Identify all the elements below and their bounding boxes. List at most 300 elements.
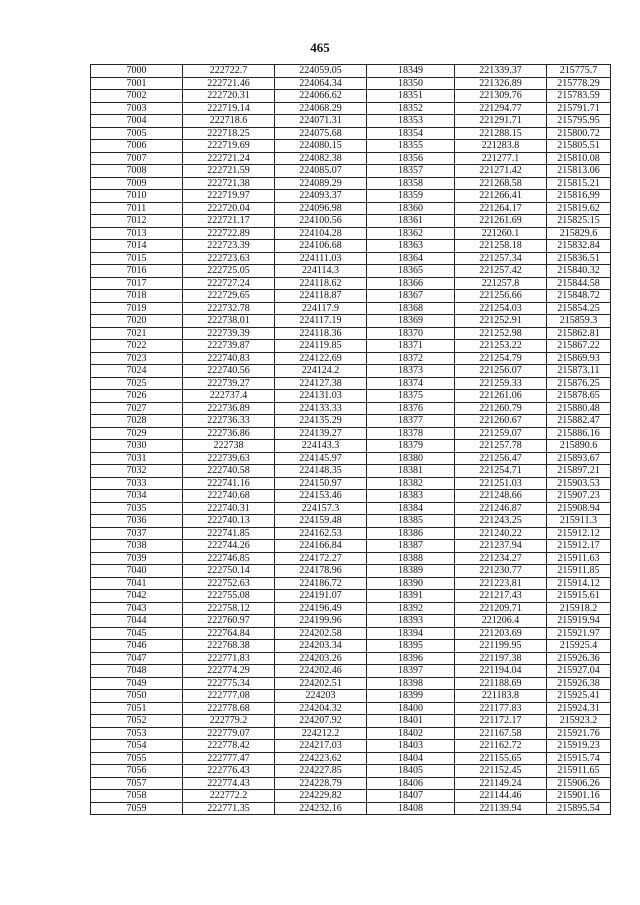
table-cell: 224096.98 [275, 202, 367, 215]
table-cell: 222777.08 [183, 690, 275, 703]
table-cell: 221162.72 [455, 740, 547, 753]
table-cell: 221177.83 [455, 702, 547, 715]
table-cell: 215890.6 [547, 440, 611, 453]
table-cell: 224157.3 [275, 502, 367, 515]
table-cell: 221291.71 [455, 115, 547, 128]
table-cell: 222741.16 [183, 477, 275, 490]
table-cell: 222771.83 [183, 652, 275, 665]
table-cell: 215836.51 [547, 252, 611, 265]
table-cell: 18400 [367, 702, 455, 715]
table-cell: 18354 [367, 127, 455, 140]
table-row [91, 265, 611, 278]
table-cell: 18375 [367, 390, 455, 403]
table-cell: 18408 [367, 802, 455, 815]
coordinates-table [90, 64, 611, 815]
table-cell: 215918.2 [547, 602, 611, 615]
table-cell: 18378 [367, 427, 455, 440]
table-cell: 215795.95 [547, 115, 611, 128]
table-cell: 215775.7 [547, 65, 611, 78]
table-cell: 221237.94 [455, 540, 547, 553]
table-cell: 221199.95 [455, 640, 547, 653]
table-cell: 221256.07 [455, 365, 547, 378]
table-cell: 224203.26 [275, 652, 367, 665]
table-cell: 215897.21 [547, 465, 611, 478]
table-cell: 215903.53 [547, 477, 611, 490]
table-cell: 18353 [367, 115, 455, 128]
table-cell: 221260.67 [455, 415, 547, 428]
table-cell: 224212.2 [275, 727, 367, 740]
table-cell: 7011 [91, 202, 183, 215]
table-cell: 222758.12 [183, 602, 275, 615]
table-cell: 222778.68 [183, 702, 275, 715]
table-cell: 215810.08 [547, 152, 611, 165]
table-cell: 215878.65 [547, 390, 611, 403]
table-cell: 7001 [91, 77, 183, 90]
table-cell: 18393 [367, 615, 455, 628]
table-row [91, 615, 611, 628]
table-cell: 221155.65 [455, 752, 547, 765]
table-row [91, 277, 611, 290]
table-row [91, 452, 611, 465]
table-cell: 222740.31 [183, 502, 275, 515]
table-cell: 222732.78 [183, 302, 275, 315]
table-cell: 224166.84 [275, 540, 367, 553]
table-cell: 221257.78 [455, 440, 547, 453]
table-cell: 18368 [367, 302, 455, 315]
table-cell: 215924.31 [547, 702, 611, 715]
table-cell: 222768.38 [183, 640, 275, 653]
table-cell: 224227.85 [275, 765, 367, 778]
table-cell: 222720.31 [183, 90, 275, 103]
table-cell: 18392 [367, 602, 455, 615]
table-row [91, 227, 611, 240]
table-cell: 222752.63 [183, 577, 275, 590]
table-cell: 224159.48 [275, 515, 367, 528]
table-cell: 18399 [367, 690, 455, 703]
table-cell: 215911.3 [547, 515, 611, 528]
table-cell: 222740.68 [183, 490, 275, 503]
table-cell: 7023 [91, 352, 183, 365]
table-cell: 215816.99 [547, 190, 611, 203]
table-cell: 222723.39 [183, 240, 275, 253]
table-cell: 224203.34 [275, 640, 367, 653]
table-row [91, 65, 611, 78]
table-row [91, 652, 611, 665]
table-cell: 222764.84 [183, 627, 275, 640]
table-cell: 224196.49 [275, 602, 367, 615]
table-cell: 7034 [91, 490, 183, 503]
table-cell: 224133.33 [275, 402, 367, 415]
table-cell: 7021 [91, 327, 183, 340]
table-row [91, 152, 611, 165]
table-cell: 224202.46 [275, 665, 367, 678]
table-cell: 222740.56 [183, 365, 275, 378]
table-cell: 18404 [367, 752, 455, 765]
table-cell: 215911.85 [547, 565, 611, 578]
table-cell: 7025 [91, 377, 183, 390]
table-row [91, 702, 611, 715]
table-cell: 18364 [367, 252, 455, 265]
table-cell: 222718.25 [183, 127, 275, 140]
table-cell: 7013 [91, 227, 183, 240]
table-row [91, 77, 611, 90]
table-cell: 7039 [91, 552, 183, 565]
table-cell: 18362 [367, 227, 455, 240]
table-cell: 18403 [367, 740, 455, 753]
table-cell: 7012 [91, 215, 183, 228]
table-cell: 222721.46 [183, 77, 275, 90]
table-cell: 224066.62 [275, 90, 367, 103]
table-row [91, 102, 611, 115]
table-row [91, 502, 611, 515]
table-cell: 221339.37 [455, 65, 547, 78]
table-cell: 221248.66 [455, 490, 547, 503]
table-cell: 18358 [367, 177, 455, 190]
table-cell: 7027 [91, 402, 183, 415]
page-number: 465 [310, 40, 330, 55]
table-cell: 7014 [91, 240, 183, 253]
table-cell: 7042 [91, 590, 183, 603]
table-cell: 7038 [91, 540, 183, 553]
table-cell: 224085.07 [275, 165, 367, 178]
table-cell: 7058 [91, 790, 183, 803]
table-cell: 222721.24 [183, 152, 275, 165]
table-cell: 222771.35 [183, 802, 275, 815]
table-cell: 221149.24 [455, 777, 547, 790]
table-row [91, 340, 611, 353]
table-cell: 215880.48 [547, 402, 611, 415]
table-cell: 215927.04 [547, 665, 611, 678]
table-cell: 215813.06 [547, 165, 611, 178]
table-cell: 18365 [367, 265, 455, 278]
table-row [91, 627, 611, 640]
table-cell: 222778.42 [183, 740, 275, 753]
table-cell: 18373 [367, 365, 455, 378]
table-cell: 215911.63 [547, 552, 611, 565]
table-row [91, 802, 611, 815]
table-cell: 7005 [91, 127, 183, 140]
table-cell: 222719.97 [183, 190, 275, 203]
table-cell: 224153.46 [275, 490, 367, 503]
table-cell: 18397 [367, 665, 455, 678]
table-cell: 222755.08 [183, 590, 275, 603]
table-cell: 7044 [91, 615, 183, 628]
table-cell: 224145.97 [275, 452, 367, 465]
table-cell: 222776.43 [183, 765, 275, 778]
table-cell: 221243.25 [455, 515, 547, 528]
table-row [91, 215, 611, 228]
table-cell: 221261.69 [455, 215, 547, 228]
table-cell: 215873.11 [547, 365, 611, 378]
table-row [91, 202, 611, 215]
table-cell: 224232.16 [275, 802, 367, 815]
table-cell: 222772.2 [183, 790, 275, 803]
table-cell: 221152.45 [455, 765, 547, 778]
table-cell: 7043 [91, 602, 183, 615]
table-cell: 215829.6 [547, 227, 611, 240]
table-cell: 215869.93 [547, 352, 611, 365]
table-cell: 224139.27 [275, 427, 367, 440]
table-cell: 221268.58 [455, 177, 547, 190]
table-cell: 7053 [91, 727, 183, 740]
table-row [91, 252, 611, 265]
table-cell: 18374 [367, 377, 455, 390]
table-cell: 221277.1 [455, 152, 547, 165]
table-cell: 215925.41 [547, 690, 611, 703]
table-cell: 215819.62 [547, 202, 611, 215]
table-cell: 215919.94 [547, 615, 611, 628]
table-cell: 222744.26 [183, 540, 275, 553]
table-cell: 7018 [91, 290, 183, 303]
table-cell: 221252.91 [455, 315, 547, 328]
table-cell: 224064.34 [275, 77, 367, 90]
table-cell: 222774.29 [183, 665, 275, 678]
table-cell: 18363 [367, 240, 455, 253]
table-cell: 215783.59 [547, 90, 611, 103]
table-cell: 224228.79 [275, 777, 367, 790]
table-cell: 18352 [367, 102, 455, 115]
table-cell: 18396 [367, 652, 455, 665]
table-cell: 7006 [91, 140, 183, 153]
table-cell: 221188.69 [455, 677, 547, 690]
table-cell: 215815.21 [547, 177, 611, 190]
table-row [91, 740, 611, 753]
table-cell: 215854.25 [547, 302, 611, 315]
table-cell: 221261.06 [455, 390, 547, 403]
table-row [91, 190, 611, 203]
table-row [91, 377, 611, 390]
table-cell: 224119.85 [275, 340, 367, 353]
table-row [91, 577, 611, 590]
table-cell: 224093.37 [275, 190, 367, 203]
table-cell: 7051 [91, 702, 183, 715]
table-cell: 7030 [91, 440, 183, 453]
table-cell: 215914.12 [547, 577, 611, 590]
table-cell: 215926.38 [547, 677, 611, 690]
table-cell: 224111.03 [275, 252, 367, 265]
table-cell: 222737.4 [183, 390, 275, 403]
table-row [91, 140, 611, 153]
table-cell: 222777.47 [183, 752, 275, 765]
table-cell: 7015 [91, 252, 183, 265]
table-cell: 215908.94 [547, 502, 611, 515]
table-cell: 7037 [91, 527, 183, 540]
table-cell: 18359 [367, 190, 455, 203]
table-cell: 224217.03 [275, 740, 367, 753]
table-cell: 7019 [91, 302, 183, 315]
table-cell: 18387 [367, 540, 455, 553]
table-cell: 18379 [367, 440, 455, 453]
table-cell: 222725.05 [183, 265, 275, 278]
table-cell: 224104.28 [275, 227, 367, 240]
table-cell: 224204.32 [275, 702, 367, 715]
table-row [91, 690, 611, 703]
table-cell: 224100.56 [275, 215, 367, 228]
table-cell: 215925.4 [547, 640, 611, 653]
table-cell: 221183.8 [455, 690, 547, 703]
table-cell: 18372 [367, 352, 455, 365]
table-cell: 18388 [367, 552, 455, 565]
table-cell: 18369 [367, 315, 455, 328]
table-cell: 7049 [91, 677, 183, 690]
table-cell: 7007 [91, 152, 183, 165]
table-row [91, 552, 611, 565]
table-cell: 224203 [275, 690, 367, 703]
table-cell: 7024 [91, 365, 183, 378]
table-cell: 221266.41 [455, 190, 547, 203]
table-row [91, 315, 611, 328]
table-cell: 221256.47 [455, 452, 547, 465]
table-cell: 221172.17 [455, 715, 547, 728]
table-cell: 215840.32 [547, 265, 611, 278]
table-cell: 215848.72 [547, 290, 611, 303]
table-cell: 215906.26 [547, 777, 611, 790]
table-row [91, 115, 611, 128]
table-cell: 222774.43 [183, 777, 275, 790]
table-cell: 221194.04 [455, 665, 547, 678]
table-cell: 221260.79 [455, 402, 547, 415]
table-cell: 221246.87 [455, 502, 547, 515]
table-cell: 221234.27 [455, 552, 547, 565]
table-cell: 221223.81 [455, 577, 547, 590]
table-cell: 215907.23 [547, 490, 611, 503]
table-cell: 221144.46 [455, 790, 547, 803]
table-cell: 224186.72 [275, 577, 367, 590]
table-cell: 224223.62 [275, 752, 367, 765]
table-cell: 221251.03 [455, 477, 547, 490]
table-cell: 215919.23 [547, 740, 611, 753]
table-cell: 222739.39 [183, 327, 275, 340]
table-row [91, 427, 611, 440]
table-cell: 224202.51 [275, 677, 367, 690]
table-cell: 224135.29 [275, 415, 367, 428]
table-row [91, 777, 611, 790]
table-cell: 18381 [367, 465, 455, 478]
table-cell: 221254.71 [455, 465, 547, 478]
table-row [91, 727, 611, 740]
table-cell: 221230.77 [455, 565, 547, 578]
table-cell: 221197.38 [455, 652, 547, 665]
table-cell: 221294.77 [455, 102, 547, 115]
table-row [91, 127, 611, 140]
table-row [91, 177, 611, 190]
table-cell: 224172.27 [275, 552, 367, 565]
table-cell: 18370 [367, 327, 455, 340]
table-cell: 7036 [91, 515, 183, 528]
table-cell: 215859.3 [547, 315, 611, 328]
table-row [91, 715, 611, 728]
table-cell: 221264.17 [455, 202, 547, 215]
table-cell: 221203.69 [455, 627, 547, 640]
table-cell: 222738.01 [183, 315, 275, 328]
table-cell: 7029 [91, 427, 183, 440]
table-cell: 224178.96 [275, 565, 367, 578]
table-row [91, 540, 611, 553]
table-cell: 18383 [367, 490, 455, 503]
table-cell: 215832.84 [547, 240, 611, 253]
table-cell: 224068.29 [275, 102, 367, 115]
table-row [91, 465, 611, 478]
table-cell: 7054 [91, 740, 183, 753]
table-cell: 7033 [91, 477, 183, 490]
table-cell: 7055 [91, 752, 183, 765]
table-row [91, 402, 611, 415]
table-cell: 224131.03 [275, 390, 367, 403]
table-row [91, 515, 611, 528]
table-cell: 215800.72 [547, 127, 611, 140]
table-cell: 224106.68 [275, 240, 367, 253]
table-cell: 18355 [367, 140, 455, 153]
table-cell: 221167.58 [455, 727, 547, 740]
table-cell: 222722.7 [183, 65, 275, 78]
table-cell: 18357 [367, 165, 455, 178]
table-cell: 7008 [91, 165, 183, 178]
table-cell: 215915.61 [547, 590, 611, 603]
table-cell: 222727.24 [183, 277, 275, 290]
table-cell: 7040 [91, 565, 183, 578]
table-cell: 7002 [91, 90, 183, 103]
table-cell: 18401 [367, 715, 455, 728]
table-cell: 224122.69 [275, 352, 367, 365]
table-cell: 18367 [367, 290, 455, 303]
table-cell: 7000 [91, 65, 183, 78]
table-row [91, 602, 611, 615]
table-cell: 222721.38 [183, 177, 275, 190]
table-cell: 18360 [367, 202, 455, 215]
table-cell: 224124.2 [275, 365, 367, 378]
table-cell: 18380 [367, 452, 455, 465]
table-cell: 222741.85 [183, 527, 275, 540]
table-cell: 18350 [367, 77, 455, 90]
table-cell: 18349 [367, 65, 455, 78]
table-cell: 224191.07 [275, 590, 367, 603]
table-cell: 18405 [367, 765, 455, 778]
table-cell: 18406 [367, 777, 455, 790]
table-cell: 18389 [367, 565, 455, 578]
table-cell: 222729.65 [183, 290, 275, 303]
table-cell: 215912.17 [547, 540, 611, 553]
table-row [91, 790, 611, 803]
table-cell: 224117.9 [275, 302, 367, 315]
table-row [91, 477, 611, 490]
table-cell: 18361 [367, 215, 455, 228]
table-cell: 7020 [91, 315, 183, 328]
table-cell: 7026 [91, 390, 183, 403]
table-cell: 221257.34 [455, 252, 547, 265]
table-cell: 215921.97 [547, 627, 611, 640]
table-cell: 224162.53 [275, 527, 367, 540]
table-cell: 224075.68 [275, 127, 367, 140]
table-row [91, 640, 611, 653]
table-cell: 224117.19 [275, 315, 367, 328]
table-cell: 215886.16 [547, 427, 611, 440]
table-cell: 215791.71 [547, 102, 611, 115]
table-row [91, 352, 611, 365]
table-row [91, 390, 611, 403]
table-cell: 221259.07 [455, 427, 547, 440]
table-cell: 221260.1 [455, 227, 547, 240]
table-cell: 18377 [367, 415, 455, 428]
table-cell: 7045 [91, 627, 183, 640]
table-cell: 221258.18 [455, 240, 547, 253]
table-cell: 221309.76 [455, 90, 547, 103]
table-cell: 221206.4 [455, 615, 547, 628]
table-cell: 215876.25 [547, 377, 611, 390]
table-cell: 221271.42 [455, 165, 547, 178]
table-cell: 222739.87 [183, 340, 275, 353]
table-cell: 224080.15 [275, 140, 367, 153]
table-row [91, 490, 611, 503]
